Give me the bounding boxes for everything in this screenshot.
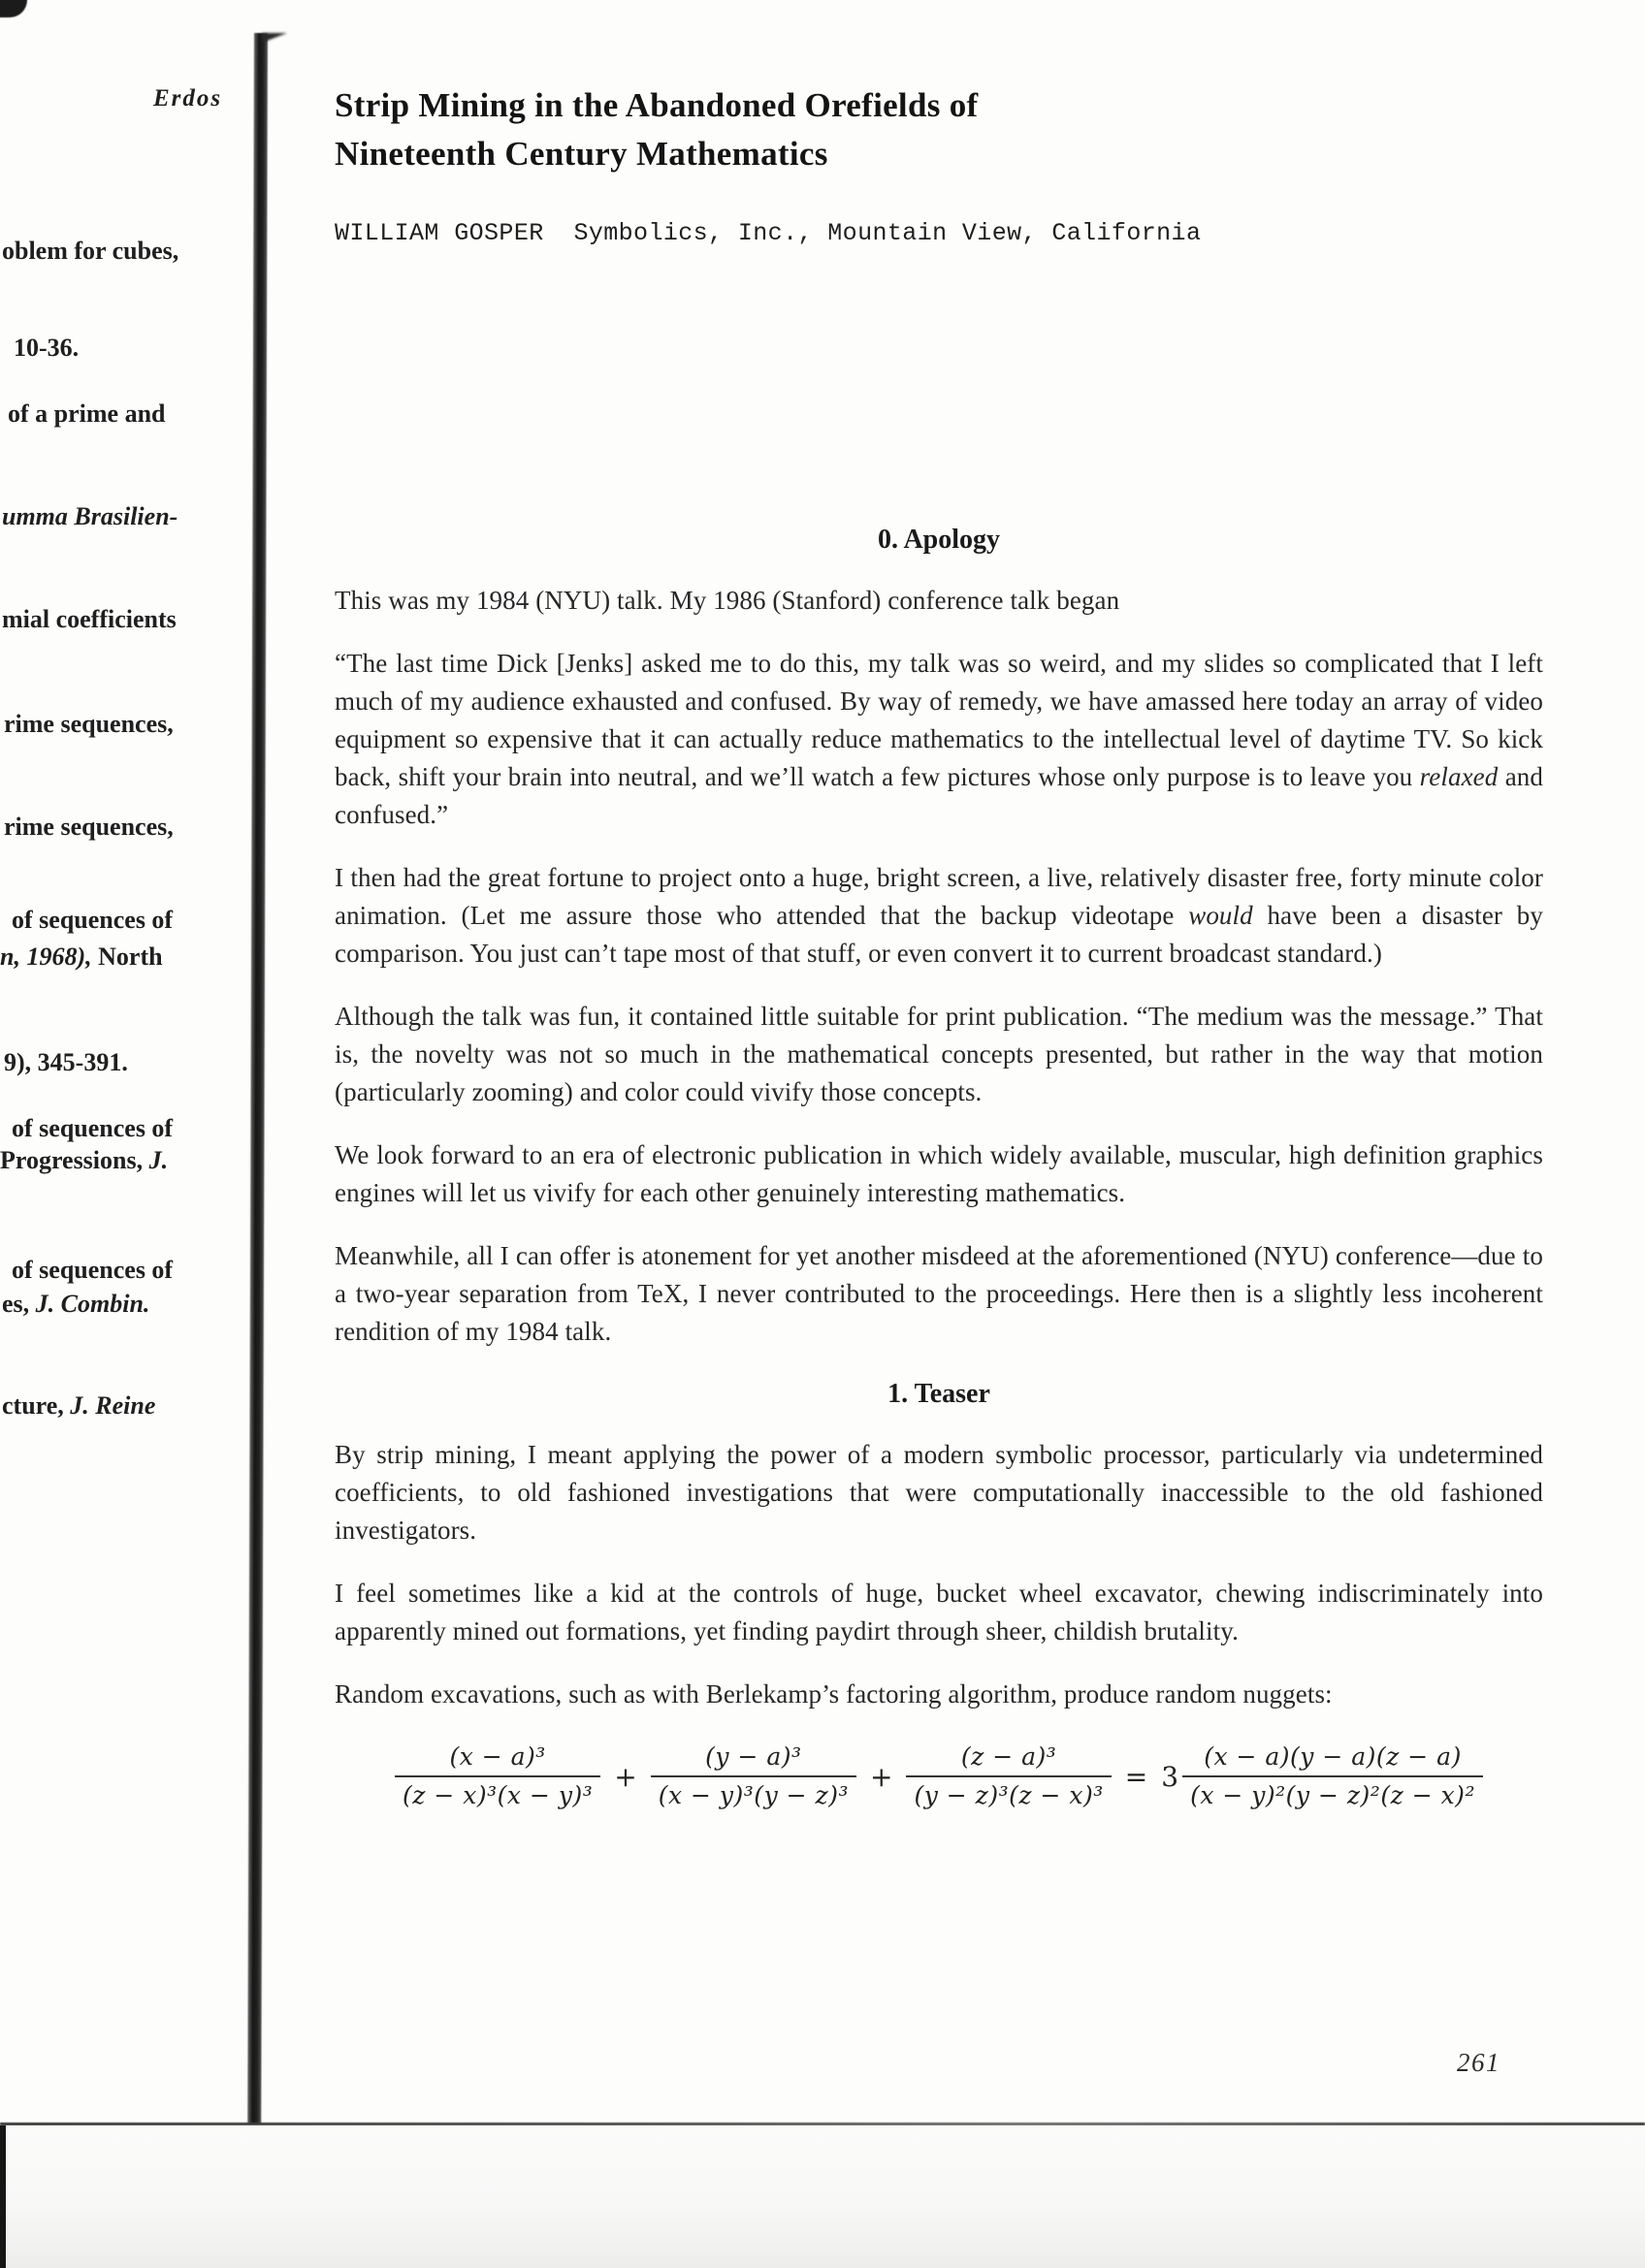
equals-operator: = <box>1124 1760 1148 1793</box>
fraction-term-4 <box>1182 1742 1483 1810</box>
article-body <box>335 524 1543 1810</box>
paragraph: I feel sometimes like a kid at the controls of huge, bucket wheel excavator, chewing indiscriminately into apparently mined out formations, yet finding paydirt through sheer, childish brutality. <box>335 1579 1543 1645</box>
fraction-term-2 <box>651 1742 856 1810</box>
denominator: (z − x)³(x − y)³ <box>403 1781 594 1809</box>
paragraph: We look forward to an era of electronic publication in which widely available, muscular, high definition graphics engines will let us vivify for each other genuinely interesting mathematics. <box>335 1140 1543 1207</box>
page-edge-shadow <box>0 2125 6 2268</box>
denominator: (x − y)³(y − z)³ <box>658 1781 849 1809</box>
margin-fragment: n, 1968), North <box>0 942 163 971</box>
paragraph: Random excavations, such as with Berlekamp’s factoring algorithm, produce random nuggets: <box>335 1679 1333 1709</box>
scanner-background <box>0 2125 1645 2268</box>
numerator: (x − a)³ <box>449 1742 546 1771</box>
margin-fragment: Progressions, J. <box>0 1146 169 1174</box>
numerator: (z − a)³ <box>960 1742 1057 1771</box>
margin-fragment: cture, J. Reine <box>2 1391 156 1420</box>
margin-fragment: 10-36. <box>14 334 80 362</box>
numerator: (x − a)(y − a)(z − a) <box>1204 1742 1462 1771</box>
paragraph: Meanwhile, all I can offer is atonement for yet another misdeed at the aforementioned (NYU) conference—due to a two-year separation from TeX, I never contributed to the proceedings. Here then is a slightly less incoherent rendition of my 1984 talk. <box>335 1241 1543 1346</box>
margin-fragment: mial coefficients <box>2 605 177 633</box>
page-number: 261 <box>1457 2048 1500 2077</box>
equation <box>335 1742 1543 1810</box>
paragraph: Although the talk was fun, it contained little suitable for print publication. “The medium was the message.” That is, the novelty was not so much in the mathematical concepts presented, but rather in the way that motion (particularly zooming) and color could vivify those concepts. <box>335 1002 1543 1106</box>
fraction-bar <box>395 1775 600 1777</box>
fraction-bar <box>651 1775 856 1777</box>
margin-fragment: of sequences of <box>12 1114 174 1142</box>
section-heading-teaser: 1. Teaser <box>887 1379 990 1409</box>
article-title <box>335 81 1543 178</box>
margin-fragment: of sequences of <box>12 1256 174 1284</box>
margin-fragment: es, J. Combin. <box>2 1290 150 1318</box>
paragraph: “The last time Dick [Jenks] asked me to do this, my talk was so weird, and my slides so complicated that I left much of my audience exhausted and confused. By way of remedy, we have amassed here today an array of video equipment so expensive that it can actually reduce mathematics to the intellectual level of daytime TV. So kick back, shift your brain into neutral, and we’ll watch a few pictures whose only purpose is to leave you relaxed and confused.” <box>335 649 1543 829</box>
margin-fragment: of a prime and <box>8 399 166 428</box>
margin-fragment: 9), 345-391. <box>4 1048 128 1076</box>
article-title-line2: Nineteenth Century Mathematics <box>335 135 828 173</box>
title-block <box>335 81 1543 178</box>
margin-fragment: rime sequences, <box>4 710 174 738</box>
spread-gutter-bar <box>247 33 268 2124</box>
denominator: (x − y)²(y − z)²(z − x)² <box>1190 1781 1475 1809</box>
fraction-bar <box>906 1775 1111 1777</box>
section-heading-apology: 0. Apology <box>877 525 1001 555</box>
numerator: (y − a)³ <box>705 1742 802 1771</box>
fraction-bar <box>1182 1775 1483 1777</box>
article-title-line1: Strip Mining in the Abandoned Orefields of <box>335 86 979 124</box>
margin-running-head: Erdos <box>153 85 223 112</box>
margin-fragment: umma Brasilien- <box>2 502 178 530</box>
scan-corner-mark <box>0 0 27 17</box>
plus-operator: + <box>614 1760 637 1793</box>
plus-operator: + <box>869 1760 893 1793</box>
paragraph: This was my 1984 (NYU) talk. My 1986 (Stanford) conference talk began <box>335 586 1120 615</box>
margin-fragment: oblem for cubes, <box>2 237 179 265</box>
paragraph: I then had the great fortune to project onto a huge, bright screen, a live, relatively disaster free, forty minute color animation. (Let me assure those who attended that the backup videotape would have been a disaster by comparison. You just can’t tape most of that stuff, or even convert it to current broadcast standard.) <box>335 863 1543 968</box>
coefficient: 3 <box>1161 1760 1179 1793</box>
fraction-term-3 <box>906 1742 1111 1810</box>
margin-fragment: rime sequences, <box>4 813 174 841</box>
denominator: (y − z)³(z − x)³ <box>914 1781 1104 1809</box>
margin-fragment: of sequences of <box>12 906 174 934</box>
paragraph: By strip mining, I meant applying the power of a modern symbolic processor, particularly via undetermined coefficients, to old fashioned investigations that were computationally inaccessible to the old fashioned investigators. <box>335 1440 1543 1545</box>
fraction-term-1 <box>395 1742 600 1810</box>
author-line: WILLIAM GOSPER Symbolics, Inc., Mountain View, California <box>335 219 1202 247</box>
